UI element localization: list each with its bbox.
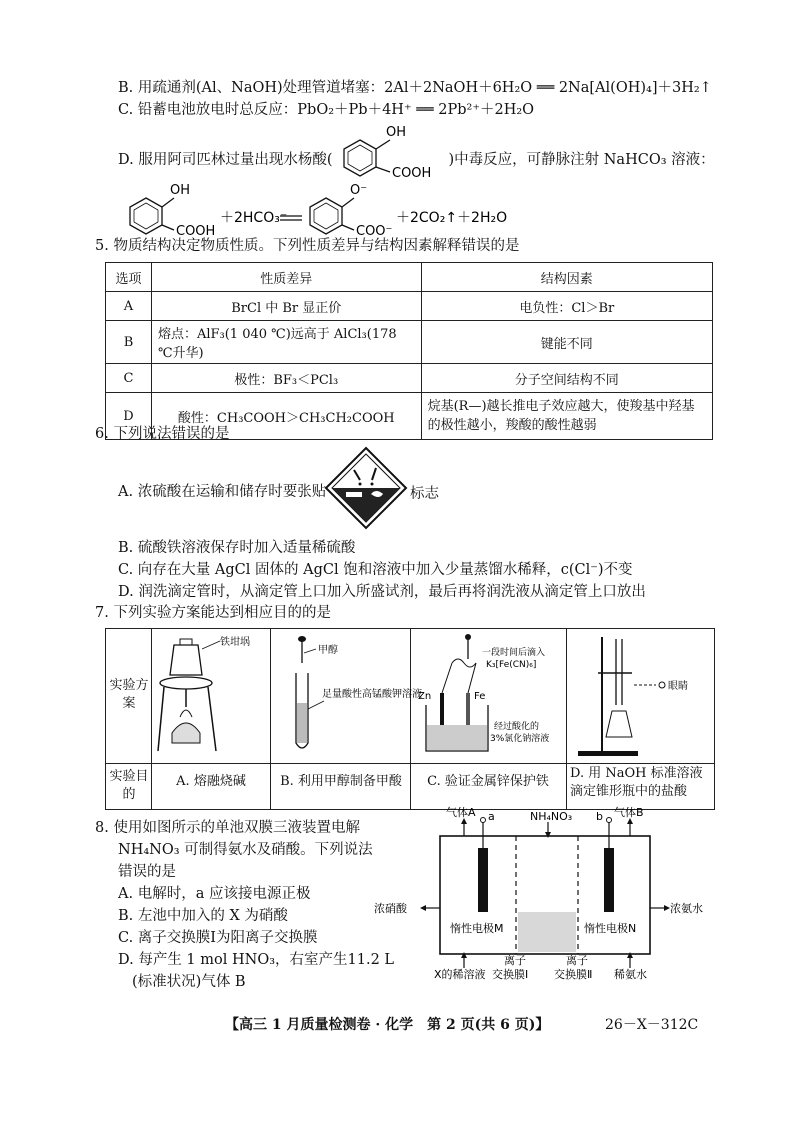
label-kmno4: 足量酸性高锰酸钾溶液	[322, 689, 422, 700]
electrolysis-cell-diagram	[368, 808, 718, 980]
table-cell: BrCl 中 Br 显正价	[151, 292, 421, 321]
q8-stem-3: 错误的是	[118, 864, 176, 880]
table-cell: 电负性：Cl＞Br	[421, 292, 712, 321]
label-gas-b: 气体B	[614, 806, 644, 819]
q8-option-d-1: D. 每产生 1 mol HNO₃，右室产生11.2 L	[118, 952, 395, 968]
q4-option-d-suffix: )中毒反应，可静脉注射 NaHCO₃ 溶液：	[448, 152, 715, 168]
label-membrane-1a: 离子	[504, 954, 526, 967]
label-membrane-2a: 离子	[566, 954, 588, 967]
paper-code: 26－X－312C	[605, 1017, 699, 1033]
table-row	[106, 263, 713, 292]
q6-stem: 6. 下列说法错误的是	[95, 426, 230, 442]
q5-stem: 5. 物质结构决定物质性质。下列性质差异与结构因素解释错误的是	[95, 238, 520, 254]
label-gas-a: 气体A	[446, 806, 476, 819]
iron-crucible-figure	[154, 633, 268, 761]
label-conc-hno3: 浓硝酸	[374, 902, 407, 915]
label-electrode-m: 惰性电极M	[450, 922, 504, 935]
q4-option-d-prefix: D. 服用阿司匹林过量出现水杨酸(	[118, 152, 333, 168]
salicylate-reaction	[120, 180, 540, 238]
reactant-hco3: ＋2HCO₃⁻	[220, 210, 288, 226]
reactant-cooh: COOH	[176, 224, 216, 239]
table-cell: 极性：BF₃＜PCl₃	[151, 364, 421, 393]
salicylic-acid-structure	[340, 122, 460, 181]
page-footer: 【高三 1 月质量检测卷 · 化学 第 2 页(共 6 页)】	[225, 1017, 550, 1033]
q4-option-c: C. 铅蓄电池放电时总反应：PbO₂＋Pb＋4H⁺ ══ 2Pb²⁺＋2H₂O	[118, 102, 535, 118]
label-membrane-2b: 交换膜Ⅱ	[554, 968, 593, 981]
zn-fe-cell-figure	[412, 633, 564, 761]
q8-stem-1: 8. 使用如图所示的单池双膜三液装置电解	[95, 820, 360, 836]
q7-purpose-a: A. 熔融烧碱	[176, 774, 246, 789]
q6-option-a-prefix: A. 浓硫酸在运输和储存时要张贴	[118, 484, 327, 500]
q8-option-a: A. 电解时，a 应该接电源正极	[118, 886, 311, 902]
product-coo-minus: COO⁻	[356, 224, 393, 239]
q4-option-b: B. 用疏通剂(Al、NaOH)处理管道堵塞：2Al＋2NaOH＋6H₂O ══ 2Na[Al(OH)₄]＋3H₂↑	[118, 80, 712, 96]
q6-option-c: C. 向存在大量 AgCl 固体的 AgCl 饱和溶液中加入少量蒸馏水稀释，c(Cl⁻)不变	[118, 562, 633, 578]
label-conc-nh3: 浓氨水	[670, 902, 703, 915]
table-header: 选项	[106, 263, 152, 292]
table-row	[106, 292, 713, 321]
label-membrane-1b: 交换膜Ⅰ	[492, 968, 529, 981]
label-terminal-b: b	[596, 810, 603, 823]
label-iron-crucible: 铁坩埚	[220, 637, 250, 648]
table-row	[106, 321, 713, 364]
table-row	[106, 364, 713, 393]
label-eye: 眼睛	[668, 681, 688, 692]
reactant-oh: OH	[170, 183, 191, 198]
q6-option-b: B. 硫酸铁溶液保存时加入适量稀硫酸	[118, 540, 356, 556]
q7-purpose-c: C. 验证金属锌保护铁	[427, 774, 549, 789]
table-cell: 分子空间结构不同	[421, 364, 712, 393]
q8-stem-2: NH₄NO₃ 可制得氨水及硝酸。下列说法	[118, 842, 373, 858]
table-cell: 烷基(R—)越长推电子效应越大，使羧基中羟基的极性越小，羧酸的酸性越弱	[421, 393, 712, 440]
table-cell: D	[106, 393, 152, 440]
q8-option-b: B. 左池中加入的 X 为硝酸	[118, 908, 288, 924]
table-cell: 熔点：AlF₃(1 040 ℃)远高于 AlCl₃(178 ℃升华)	[151, 321, 421, 364]
q7-row2-label: 实验目的	[109, 769, 149, 802]
table-cell: A	[106, 292, 152, 321]
label-terminal-a: a	[488, 810, 495, 823]
q7-purpose-b: B. 利用甲醇制备甲酸	[280, 774, 402, 789]
q6-option-d: D. 润洗滴定管时，从滴定管上口加入所盛试剂，最后再将润洗液从滴定管上口放出	[118, 584, 646, 600]
label-x-dilute: X的稀溶液	[434, 968, 486, 981]
product-co2-h2o: ＋2CO₂↑＋2H₂O	[396, 210, 508, 226]
q7-row1-label: 实验方案	[109, 678, 149, 711]
q7-purpose-d: D. 用 NaOH 标准溶液滴定锥形瓶中的盐酸	[570, 766, 703, 799]
salicylic-cooh: COOH	[392, 166, 432, 181]
label-fe: Fe	[474, 691, 486, 702]
salicylic-oh: OH	[386, 125, 407, 140]
label-methanol: 甲醇	[318, 645, 338, 656]
q8-option-c: C. 离子交换膜Ⅰ为阳离子交换膜	[118, 930, 318, 946]
q8-option-d-2: (标准状况)气体 B	[132, 974, 246, 990]
table-header: 性质差异	[151, 263, 421, 292]
label-drip: 一段时间后滴入	[482, 648, 546, 658]
label-zn: Zn	[418, 691, 432, 702]
q5-table	[105, 262, 713, 440]
titration-figure	[568, 633, 712, 761]
table-cell: B	[106, 321, 152, 364]
product-o-minus: O⁻	[350, 183, 368, 198]
label-nacl: 3%氯化钠溶液	[490, 734, 550, 744]
q7-stem: 7. 下列实验方案能达到相应目的的是	[95, 605, 331, 621]
table-cell: C	[106, 364, 152, 393]
label-dilute-nh3: 稀氨水	[614, 968, 647, 981]
table-header: 结构因素	[421, 263, 712, 292]
label-nh4no3: NH₄NO₃	[530, 810, 573, 823]
label-electrode-n: 惰性电极N	[584, 922, 637, 935]
methanol-tube-figure	[272, 633, 422, 761]
corrosive-hazard-icon	[324, 446, 408, 530]
table-cell: 键能不同	[421, 321, 712, 364]
label-acidified: 经过酸化的	[494, 722, 540, 732]
q7-table	[105, 628, 715, 810]
q6-option-a-suffix: 标志	[410, 486, 439, 502]
label-ferricyanide: K₃[Fe(CN)₆]	[486, 660, 537, 670]
table-cell: 酸性：CH₃COOH＞CH₃CH₂COOH	[151, 393, 421, 440]
